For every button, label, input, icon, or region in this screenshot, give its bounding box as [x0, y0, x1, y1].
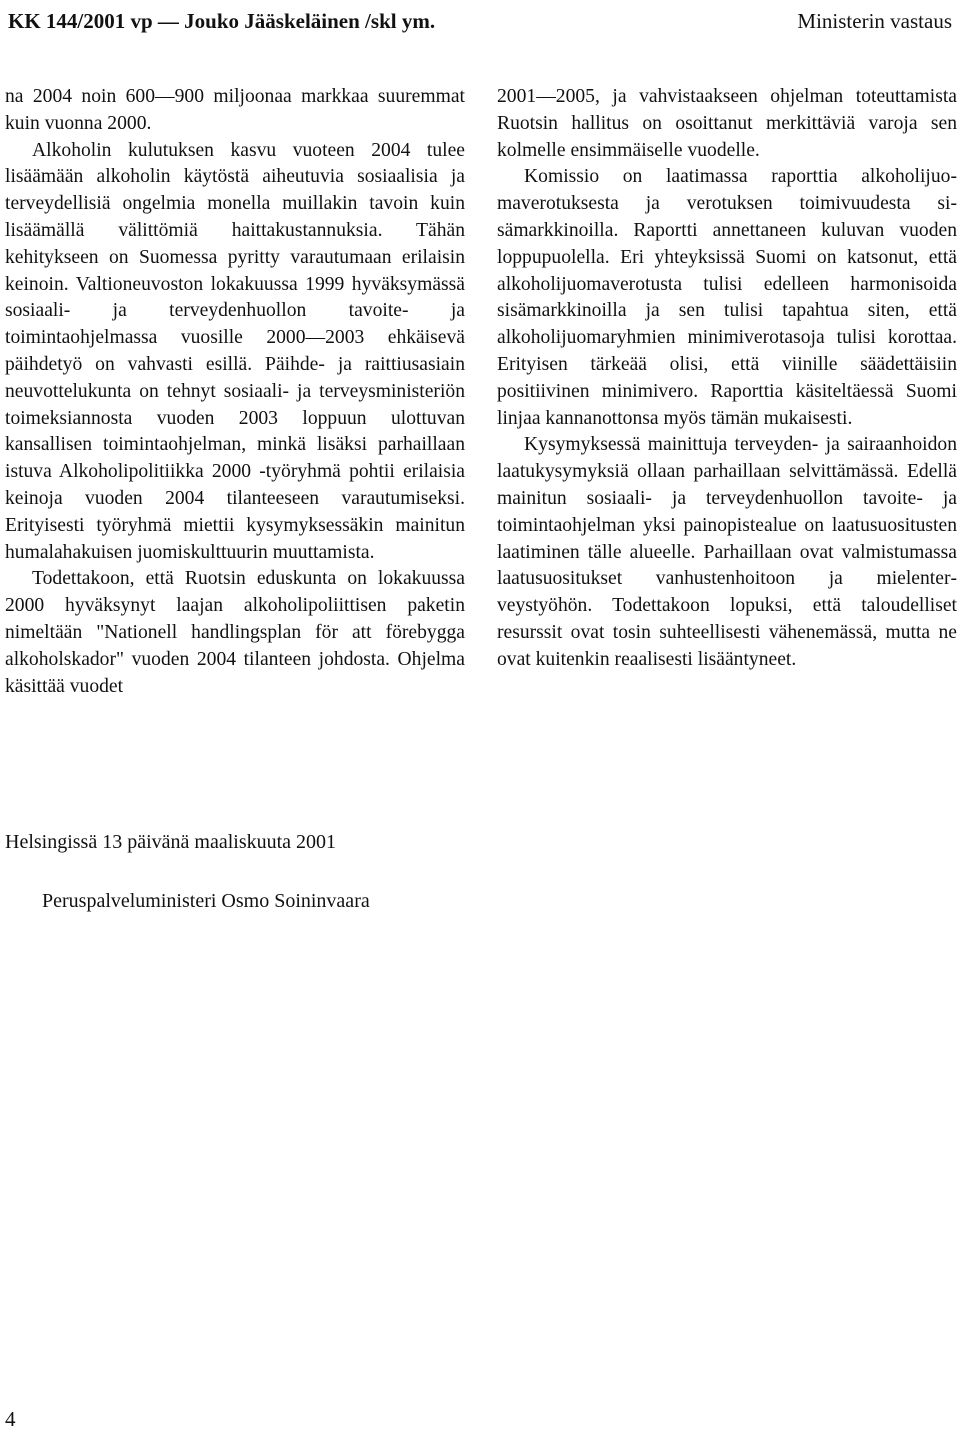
left-paragraph-1: na 2004 noin 600—900 miljoonaa markkaa suuremmat kuin vuonna 2000.: [5, 86, 465, 134]
left-paragraph-3: Todettakoon, että Ruotsin eduskunta on lokakuussa 2000 hyväksynyt laajan alkoholipoliittisen paketin nimeltään "Nationell handlingsplan för att förebygga alkoholskador" vuoden 2004 tilanteen johdosta. Ohjelma käsittää vuodet: [5, 568, 465, 697]
left-paragraph-2: Alkoholin kulutuksen kasvu vuoteen 2004 tulee lisäämään alkoholin käytöstä aiheutuvia sosiaalisia ja terveydellisiä ongelmia monella muillakin tavoin kuin lisäämällä välittömiä haittakustannuksia. Tähän kehitykseen on Suomessa pyritty varautumaan erilaisin keinoin. Valtioneuvoston lokakuussa 1999 hyväksymässä sosiaali- ja terveydenhuollon tavoite- ja toimintaohjelmassa vuosille 2000—2003 ehkäisevä päihdetyö on vahvasti esillä. Päihde- ja raittiusasiain neuvottelukunta on tehnyt sosiaali- ja terveysministeriön toimeksiannosta vuoden 2003 loppuun ulottuvan kansallisen toimintaohjelman, minkä lisäksi parhaillaan istuva Alkoholipolitiikka 2000 -työryhmä pohtii erilaisia keinoja vuoden 2004 tilanteeseen varautumiseksi. Erityisesti työryhmä miettii kysymyksessäkin mainitun humalahakuisen juomiskulttuurin muuttamista.: [5, 139, 465, 563]
right-paragraph-2: Komissio on laatimassa raporttia alkoholijuomaverotuksesta ja verotuksen toimivuudesta sisämarkkinoilla. Raportti annettaneen kuluvan vuoden loppupuolella. Eri yhteyksissä Suomi on katsonut, että alkoholijuomaverotusta tulisi edelleen harmonisoida sisämarkkinoilla ja sen tulisi tapahtua siten, että alkoholijuomaryhmien minimiverotasoja tulisi korottaa. Erityisen tärkeää olisi, että viinille säädettäisiin positiivinen minimivero. Raporttia käsiteltäessä Suomi linjaa kannanottonsa myös tämän mukaisesti.: [497, 166, 957, 429]
left-column: [5, 84, 465, 700]
minister-signature: Peruspalveluministeri Osmo Soininvaara: [42, 890, 370, 912]
document-reference: KK 144/2001 vp — Jouko Jääskeläinen /skl ym.: [8, 8, 436, 33]
place-and-date: Helsingissä 13 päivänä maaliskuuta 2001: [5, 831, 337, 853]
section-label: Ministerin vastaus: [797, 8, 952, 33]
right-column: [497, 84, 957, 674]
page-number: 4: [5, 1407, 16, 1431]
page-header: [8, 0, 952, 42]
right-paragraph-1: 2001—2005, ja vahvistaakseen ohjelman toteuttamista Ruotsin hallitus on osoittanut merkittäviä varoja sen kolmelle ensimmäiselle vuodelle.: [497, 86, 957, 161]
right-paragraph-3: Kysymyksessä mainittuja terveyden- ja sairaanhoidon laatukysymyksiä ollaan parhaillaan selvittämässä. Edellä mainitun sosiaali- ja terveydenhuollon tavoite- ja toimintaohjelman yksi painopistealue on laatusuositusten laatiminen tälle alueelle. Parhaillaan ovat valmistumassa laatusuositukset vanhustenhoitoon ja mielenterveystyöhön. Todettakoon lopuksi, että taloudelliset resurssit ovat tosin suhteellisesti vähenemässä, mutta ne ovat kuitenkin reaalisesti lisääntyneet.: [497, 434, 957, 670]
